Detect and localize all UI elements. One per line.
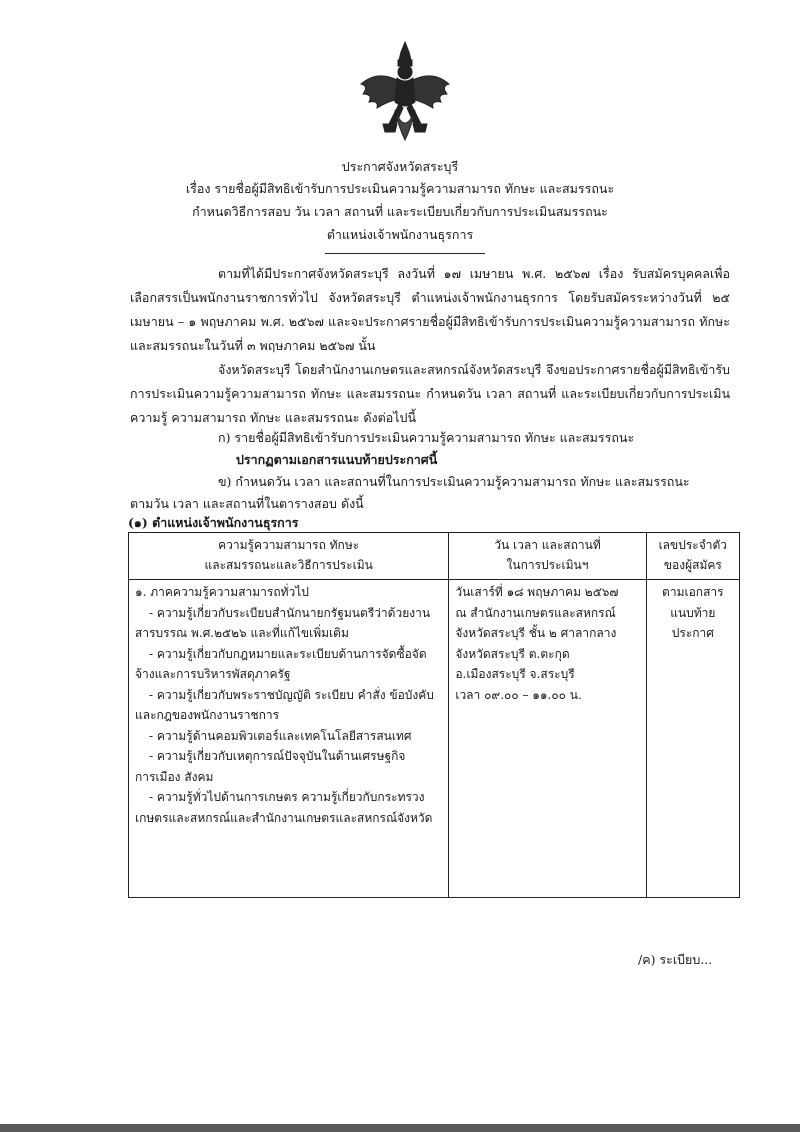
item-a: ก) รายชื่อผู้มีสิทธิเข้ารับการประเมินความรู้ความสามารถ ทักษะ และสมรรถนะ: [218, 430, 635, 445]
item-b-line-2: ตามวัน เวลา และสถานที่ในตารางสอบ ดังนี้: [130, 496, 364, 511]
subject-line-3: ตำแหน่งเจ้าพนักงานธุรการ: [326, 227, 474, 242]
schedule-cell: [449, 580, 646, 898]
item-a-bold: ปรากฏตามเอกสารแนบท้ายประกาศนี้: [236, 452, 438, 467]
table-header-cell: [449, 533, 646, 580]
competency-item: - ความรู้เกี่ยวกับระเบียบสำนักนายกรัฐมนตรีว่าด้วยงานสารบรรณ พ.ศ.๒๕๒๖ และที่แก้ไขเพิ่มเติม: [135, 605, 431, 640]
schedule-line: จังหวัดสระบุรี ชั้น ๒ ศาลากลาง: [455, 626, 617, 640]
competency-item: - ความรู้เกี่ยวกับกฎหมายและระเบียบด้านการจัดซื้อจัดจ้างและการบริหารพัสดุภาครัฐ: [135, 646, 427, 681]
schedule-line: เวลา ๐๙.๐๐ – ๑๑.๐๐ น.: [455, 687, 582, 702]
table-header-cell: [129, 533, 449, 580]
competency-item: - ความรู้เกี่ยวกับพระราชบัญญัติ ระเบียบ คำสั่ง ข้อบังคับและกฎของพนักงานราชการ: [135, 687, 434, 722]
subject-line-1: เรื่อง รายชื่อผู้มีสิทธิเข้ารับการประเมินความรู้ความสามารถ ทักษะ และสมรรถนะ: [185, 181, 615, 196]
header-line: และสมรรถนะและวิธีการประเมิน: [204, 558, 373, 572]
applicant-id-cell: [646, 580, 739, 898]
item-b-line-1: ข) กำหนดวัน เวลา และสถานที่ในการประเมินความรู้ความสามารถ ทักษะ และสมรรถนะ: [218, 474, 690, 489]
header-line: ของผู้สมัคร: [663, 558, 722, 572]
announcement-title: ประกาศจังหวัดสระบุรี: [341, 159, 459, 174]
scan-edge-bar: [0, 1124, 800, 1132]
header-line: ความรู้ความสามารถ ทักษะ: [218, 538, 360, 552]
continued-marker: /ค) ระเบียบ...: [638, 952, 713, 967]
schedule-table: [128, 532, 740, 898]
applicant-id-line: แนบท้าย: [670, 605, 716, 620]
competency-item: - ความรู้เกี่ยวกับเหตุการณ์ปัจจุบันในด้านเศรษฐกิจการเมือง สังคม: [135, 749, 406, 784]
title-divider: [325, 253, 485, 254]
competency-item: - ความรู้ด้านคอมพิวเตอร์และเทคโนโลยีสารสนเทศ: [149, 728, 412, 743]
applicant-id-line: ประกาศ: [671, 626, 714, 640]
table-header-cell: [646, 533, 739, 580]
schedule-line: อ.เมืองสระบุรี จ.สระบุรี: [455, 667, 575, 681]
table-header-row: [129, 533, 740, 580]
competency-title: ๑. ภาคความรู้ความสามารถทั่วไป: [135, 585, 309, 599]
competency-cell: [129, 580, 449, 898]
schedule-line: จังหวัดสระบุรี ต.ตะกุด: [455, 646, 570, 661]
competency-item: - ความรู้ทั่วไปด้านการเกษตร ความรู้เกี่ยวกับกระทรวงเกษตรและสหกรณ์และสำนักงานเกษตรและสหกรณ์จังหวัด: [135, 790, 433, 825]
garuda-emblem-icon: [355, 40, 455, 150]
header-line: วัน เวลา และสถานที่: [494, 538, 601, 552]
paragraph-1: ตามที่ได้มีประกาศจังหวัดสระบุรี ลงวันที่ ๑๗ เมษายน พ.ศ. ๒๕๖๗ เรื่อง รับสมัครบุคคลเพื่อเลือกสรรเป็นพนักงานราชการทั่วไป จังหวัดสระบุรี ตำแหน่งเจ้าพนักงานธุรการ โดยรับสมัครระหว่างวันที่ ๒๕ เมษายน – ๑ พฤษภาคม พ.ศ. ๒๕๖๗ และจะประกาศรายชื่อผู้มีสิทธิเข้ารับการประเมินความรู้ความสามารถ ทักษะ และสมรรถนะในวันที่ ๓ พฤษภาคม ๒๕๖๗ นั้น: [130, 266, 730, 353]
schedule-line: วันเสาร์ที่ ๑๘ พฤษภาคม ๒๕๖๗: [455, 585, 619, 599]
header-line: ในการประเมินฯ: [506, 558, 589, 572]
subject-line-2: กำหนดวิธีการสอบ วัน เวลา สถานที่ และระเบียบเกี่ยวกับการประเมินสมรรถนะ: [192, 204, 608, 219]
table-row: [129, 580, 740, 898]
paragraph-2: จังหวัดสระบุรี โดยสำนักงานเกษตรและสหกรณ์จังหวัดสระบุรี จึงขอประกาศรายชื่อผู้มีสิทธิเข้ารับการประเมินความรู้ความสามารถ ทักษะ และสมรรถนะ กำหนดวัน เวลา สถานที่ และระเบียบเกี่ยวกับการประเมินความรู้ ความสามารถ ทักษะ และสมรรถนะ ดังต่อไปนี้: [130, 362, 730, 425]
applicant-id-line: ตามเอกสาร: [662, 585, 724, 599]
schedule-line: ณ สำนักงานเกษตรและสหกรณ์: [455, 605, 616, 620]
section-title: (๑) ตำแหน่งเจ้าพนักงานธุรการ: [128, 515, 299, 530]
header-line: เลขประจำตัว: [658, 538, 728, 552]
